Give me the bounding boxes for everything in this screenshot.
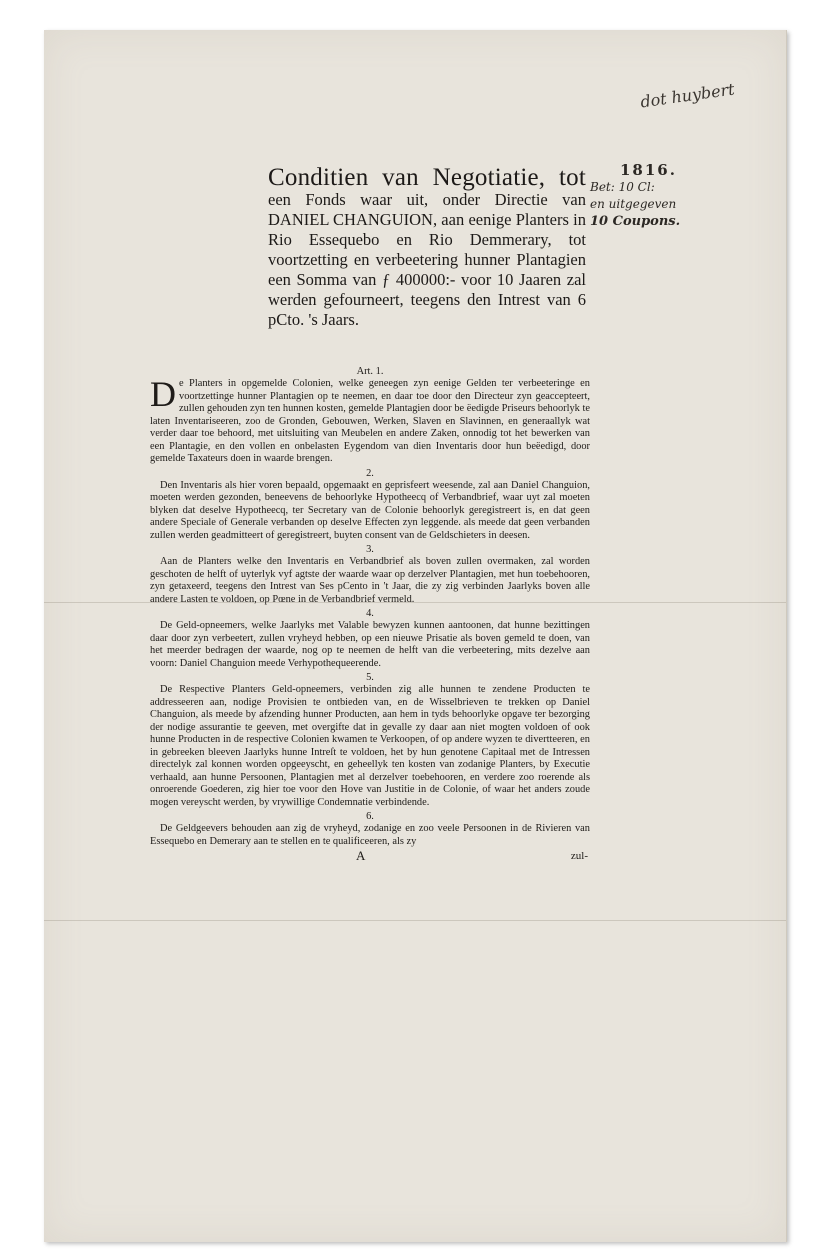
signature-mark: A xyxy=(356,848,366,863)
title-rest: een Fonds waar uit, onder Directie van DANIEL CHANGUION, aan eenige Planters in Rio Essequebo en Rio Demmerary, tot voortzetting en verbeetering hunner Plantagien een Somma van ƒ 400000:- voor 10 Jaaren zal werden gefourneert, teegens den Intrest van 6 pCto. 's Jaars. xyxy=(268,190,586,329)
article-text: De Respective Planters Geld-opneemers, verbinden zig alle hunnen te zendene Producten te addresseeren aan, nodige Provisien te ontbieden van, en de Wisselbrieven te trekken op Daniel Changuion, als meede by afzending hunner Producten, aan hem in tyds behoorlyke opgave ter bezorging der nodige assurantie te geeven, met overgifte dat in gevalle zy daar aan niet mogten voldoen of ook hunne Producten in de respective Colonien kwamen te Verkoopen, of op andere wyzen te divertteeren, en in gebreeken bleeven Jaarlyks hunne Intreſt te voldoen, het by hun genotene Capitaal met de Intressen directelyk zal konnen worden opgeeyscht, en geheellyk ten kosten van zodanige Planters, by Executie verhaald, aan hunne Persoonen, Plantagien met al derzelver toebehooren, en verdere zoo roerende als onroerende Goederen, zig hier toe voor den Hove van Justitie in de Colonie, of waar het anders zoude mogen vereyscht werden, by vrywillige Condemnatie verbindende. xyxy=(150,684,590,808)
drop-cap: D xyxy=(150,374,176,414)
article-label: 6. xyxy=(366,811,374,822)
article-text xyxy=(150,374,590,466)
margin-line: Bet: 10 Cl: xyxy=(590,180,655,194)
article-label: 2. xyxy=(366,467,374,479)
article-text: Den Inventaris als hier voren bepaald, opgemaakt en geprisfeert weesende, zal aan Daniel Changuion, moeten werden gezonden, beneevens de behoorlyke Hypotheecq of Verbandbrief, waar uyt zal moeten blyken dat deselve Hypotheecq, ter Secretary van de Colonie behoorlyk geregistreert is, en dat geen andere Speciale of Generale verbanden op deselve Effecten zyn leggende. als meede dat geen verbanden zullen werden geadmitteert of geregistreert, buyten consent van de Geldschieters in deesen. xyxy=(150,479,590,541)
article-label: 4. xyxy=(366,608,374,619)
title-lead: Conditien van Negotiatie, tot xyxy=(268,164,586,191)
margin-annotation xyxy=(590,162,700,230)
margin-line: en uitgegeven xyxy=(590,197,677,211)
article-text: De Geld-opneemers, welke Jaarlyks met Valable bewyzen kunnen aantoonen, dat hunne bezittingen daar door zyn verbeetert, zullen vryheyd hebben, op een nieuwe Prisatie als boven gemeld te doen, van het meerder bedragen der waarde, nog op te neemen de helft van die verbeetering, mits dezelve aan voorn: Daniel Changuion meede Verhypothequeerende. xyxy=(150,620,590,669)
article-label: Art. 1. xyxy=(356,366,384,377)
article-text: De Geldgeevers behouden aan zig de vryheyd, zodanige en zoo veele Persoonen in de Rivieren van Essequebo en Demerary aan te stellen en te qualificeeren, als zy xyxy=(150,823,590,847)
document-body xyxy=(150,366,590,864)
margin-line: 10 Coupons. xyxy=(590,214,681,229)
article-label: 3. xyxy=(366,544,374,555)
margin-year: 1816. xyxy=(620,161,677,179)
page-footer xyxy=(150,850,590,864)
article-text: Aan de Planters welke den Inventaris en Verbandbrief als boven zullen overmaken, zal worden geschoten de helft of uyterlyk vyf agtste der waarde waar op derzelver Plantagien, met hun toebehooren, zyn getaxeerd, teegens den Intrest van Ses pCento in 't Jaar, die zy zig verbinden Jaarlyks boven alle andere Lasten te voldoen, op Pœne in de Verbandbrief vermeld. xyxy=(150,556,590,605)
catchword: zul- xyxy=(570,850,588,862)
document-title xyxy=(268,164,586,330)
article-label: 5. xyxy=(366,672,374,683)
handwritten-note: dot huybert xyxy=(639,79,736,112)
fold-line xyxy=(44,920,786,921)
article-text-body: e Planters in opgemelde Colonien, welke geneegen zyn eenige Gelden ter verbeeteringe en voortzettinge hunner Plantagien op te neemen, en daar toe door den Directeur zyn geaccepteert, zullen gehouden zyn ten hunnen kosten, gemelde Plantagien door be ëedigde Priseurs behoorlyk te laten Inventariseeren, zoo de Gronden, Gebouwen, Werken, Slaven en Slavinnen, en generaallyk wat verder daar toe behoord, met uitsluiting van Meubelen en andere Zaken, onnodig tot het bewerken van een Plantagie, en den vollen en onbelasten Eygendom van dien Inventaris door hun beëedigd, door gemelde Taxateurs doen in waarde brengen. xyxy=(150,378,590,464)
